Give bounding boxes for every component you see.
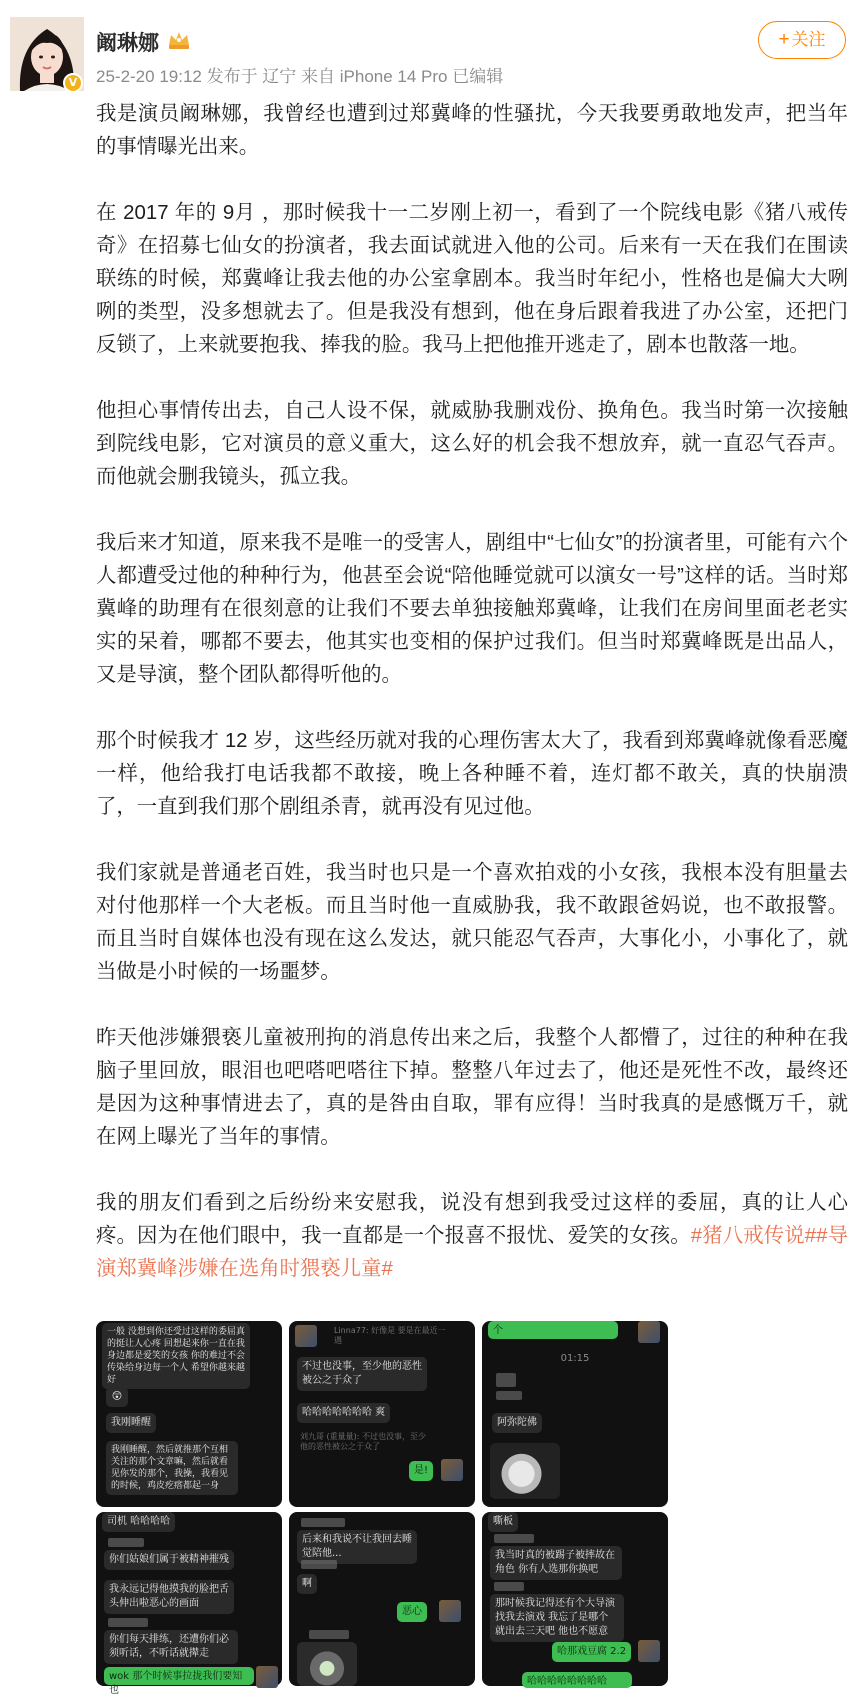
chat-bubble: 不过也没事，至少他的恶性被公之于众了 (297, 1357, 427, 1391)
avatar (638, 1640, 660, 1662)
chat-bubble: 你们姑娘们属于被精神摧残 (104, 1550, 234, 1570)
emoji-icon: 😲 (106, 1387, 128, 1407)
blurred-name (108, 1618, 148, 1627)
chat-timestamp: 01:15 (560, 1353, 590, 1364)
post-body (96, 98, 848, 1286)
sticker-image (297, 1642, 357, 1686)
post-paragraph: 我后来才知道，原来我不是唯一的受害人，剧组中“七仙女”的扮演者里，可能有六个人都遭受过他的种种行为，他甚至会说“陪他睡觉就可以演女一号”这样的话。当时郑冀峰的助理有在很刻意的让我们不要去单独接触郑冀峰，让我们在房间里面老老实实的呆着，哪都不要去，他其实也变相的保护过我们。但当时郑冀峰既是出品人，又是导演，整个团队都得听他的。 (96, 532, 848, 686)
chat-bubble: 我刚睡醒，然后就推那个互相关注的那个文章嘛，然后就看见你发的那个，我操，我看见的时候，鸡皮疙瘩都起一身 (106, 1441, 238, 1495)
chat-bubble-self: 哈那戏豆腐 2.2 (552, 1642, 631, 1662)
post-paragraph: 在 2017 年的 9月 ，那时候我十一二岁刚上初一，看到了一个院线电影《猪八戒传奇》在招募七仙女的扮演者，我去面试就进入他的公司。后来有一天在我们在围读联练的时候，郑冀峰让我去他的办公室拿剧本。我当时年纪小，性格也是偏大大咧咧的类型，没多想就去了。但是我没有想到，他在身后跟着我进了办公室，还把门反锁了，上来就要抱我、捧我的脸。我马上把他推开逃走了，剧本也散落一地。 (96, 202, 848, 356)
hashtag-link[interactable]: #猪八戒传说# (690, 1225, 817, 1247)
follow-label: 关注 (791, 30, 826, 49)
blurred-name (496, 1391, 522, 1400)
post-paragraph: 那个时候我才 12 岁，这些经历就对我的心理伤害太大了，我看到郑冀峰就像看恶魔一样，他给我打电话我都不敢接，晚上各种睡不着，连灯都不敢关，真的快崩溃了，一直到我们那个剧组杀青，就再没有见过他。 (96, 730, 848, 818)
crown-icon (166, 29, 192, 51)
chat-bubble: 那时候我记得还有个大导演找我去演戏 我忘了是哪个 就出去三天吧 他也不愿意 (490, 1594, 624, 1642)
chat-bubble: 一般 没想到你还受过这样的委屈真的挺让人心疼 回想起来你一直在我身边都是爱笑的女孩 你的难过不会传染给身边每一个人 希望你越来越好 (102, 1323, 250, 1389)
chat-bubble: 我刚睡醒 (106, 1413, 156, 1433)
avatar (295, 1325, 317, 1347)
chat-screenshot-5[interactable] (289, 1512, 475, 1686)
cat-sticker-image (490, 1443, 560, 1499)
chat-bubble-self: 哈哈哈哈哈哈哈哈 (522, 1672, 632, 1688)
post-paragraph: 我是演员阚琳娜，我曾经也遭到过郑冀峰的性骚扰，今天我要勇敢地发声，把当年的事情曝光出来。 (96, 103, 848, 158)
chat-bubble: 你们每天排练，还遭你们必须听话，不听话就撵走 (104, 1630, 238, 1664)
blurred-name (494, 1582, 524, 1591)
chat-bubble-self: 恶心 (397, 1602, 427, 1622)
post-paragraph-last (96, 1187, 848, 1286)
chat-screenshot-1[interactable] (96, 1321, 282, 1507)
chat-bubble: 阿弥陀佛 (492, 1413, 542, 1433)
post-paragraph: 昨天他涉嫌猥亵儿童被刑拘的消息传出来之后，我整个人都懵了，过往的种种在我脑子里回放，眼泪也吧嗒吧嗒往下掉。整整八年过去了，他还是死性不改，最终还是因为这种事情进去了，真的是咎由自取，罪有应得！当时我真的是感慨万千，就在网上曝光了当年的事情。 (96, 1027, 848, 1148)
image-grid (96, 1321, 670, 1696)
blurred-name (309, 1630, 349, 1639)
blurred-name (494, 1534, 534, 1543)
blurred-name (301, 1518, 345, 1527)
blurred-name (496, 1373, 516, 1387)
chat-bubble-self: 个 (488, 1321, 618, 1339)
post-meta: 25-2-20 19:12 发布于 辽宁 来自 iPhone 14 Pro 已编辑 (96, 67, 504, 86)
follow-button[interactable] (758, 21, 846, 59)
post-paragraph-text: 我的朋友们看到之后纷纷来安慰我，说没有想到我受过这样的委屈，真的让人心疼。因为在他们眼中，我一直都是一个报喜不报忧、爱笑的女孩。 (96, 1192, 848, 1247)
hashtag-link[interactable]: #导演郑冀峰涉嫌在选角时猥亵儿童# (96, 1225, 849, 1280)
post-paragraph: 我们家就是普通老百姓，我当时也只是一个喜欢拍戏的小女孩，我根本没有胆量去对付他那样一个大老板。而且当时他一直威胁我，我不敢跟爸妈说，也不敢报警。而且当时自媒体也没有现在这么发达，就只能忍气吞声，大事化小，小事化了，就当做是小时候的一场噩梦。 (96, 862, 848, 983)
blurred-name (301, 1560, 337, 1569)
chat-bubble: 我永远记得他摸我的脸把舌头伸出啦恶心的画面 (104, 1580, 234, 1614)
chat-quote: 刘九哥 (重量量): 不过也没事，至少他的恶性被公之于众了 (300, 1432, 427, 1451)
chat-bubble: 啊 (297, 1574, 317, 1594)
avatar (256, 1666, 278, 1688)
chat-bubble-self: 是! (409, 1461, 433, 1481)
chat-screenshot-3[interactable] (482, 1321, 668, 1507)
avatar (441, 1459, 463, 1481)
username[interactable]: 阚琳娜 (96, 32, 159, 55)
chat-screenshot-4[interactable] (96, 1512, 282, 1696)
chat-bubble: 嘶板 (488, 1512, 518, 1532)
chat-bubble-self: wok 那个时候事拉拢我们要知也 (104, 1667, 254, 1685)
avatar (439, 1600, 461, 1622)
post-paragraph: 他担心事情传出去，自己人设不保，就威胁我删戏份、换角色。我当时第一次接触到院线电影，它对演员的意义重大，这么好的机会我不想放弃，就一直忍气吞声。而他就会删我镜头，孤立我。 (96, 400, 848, 488)
blurred-name (108, 1538, 144, 1547)
chat-quote: Linna77: 好像是 要是在最近一遇 (334, 1326, 446, 1345)
chat-screenshot-2[interactable] (289, 1321, 475, 1507)
chat-bubble: 哈哈哈哈哈哈哈 爽 (297, 1403, 390, 1423)
chat-bubble: 司机 哈哈哈哈 (102, 1512, 175, 1532)
plus-icon: + (778, 29, 790, 50)
chat-bubble: 后来和我说不让我回去睡觉陪他... (297, 1530, 417, 1564)
chat-screenshot-6[interactable] (482, 1512, 668, 1686)
chat-bubble: 我当时真的被踢子被摔故在角色 你有人选那你换吧 (490, 1546, 622, 1580)
post-header (0, 0, 864, 100)
avatar (638, 1321, 660, 1343)
verified-badge-icon: V (63, 73, 83, 93)
